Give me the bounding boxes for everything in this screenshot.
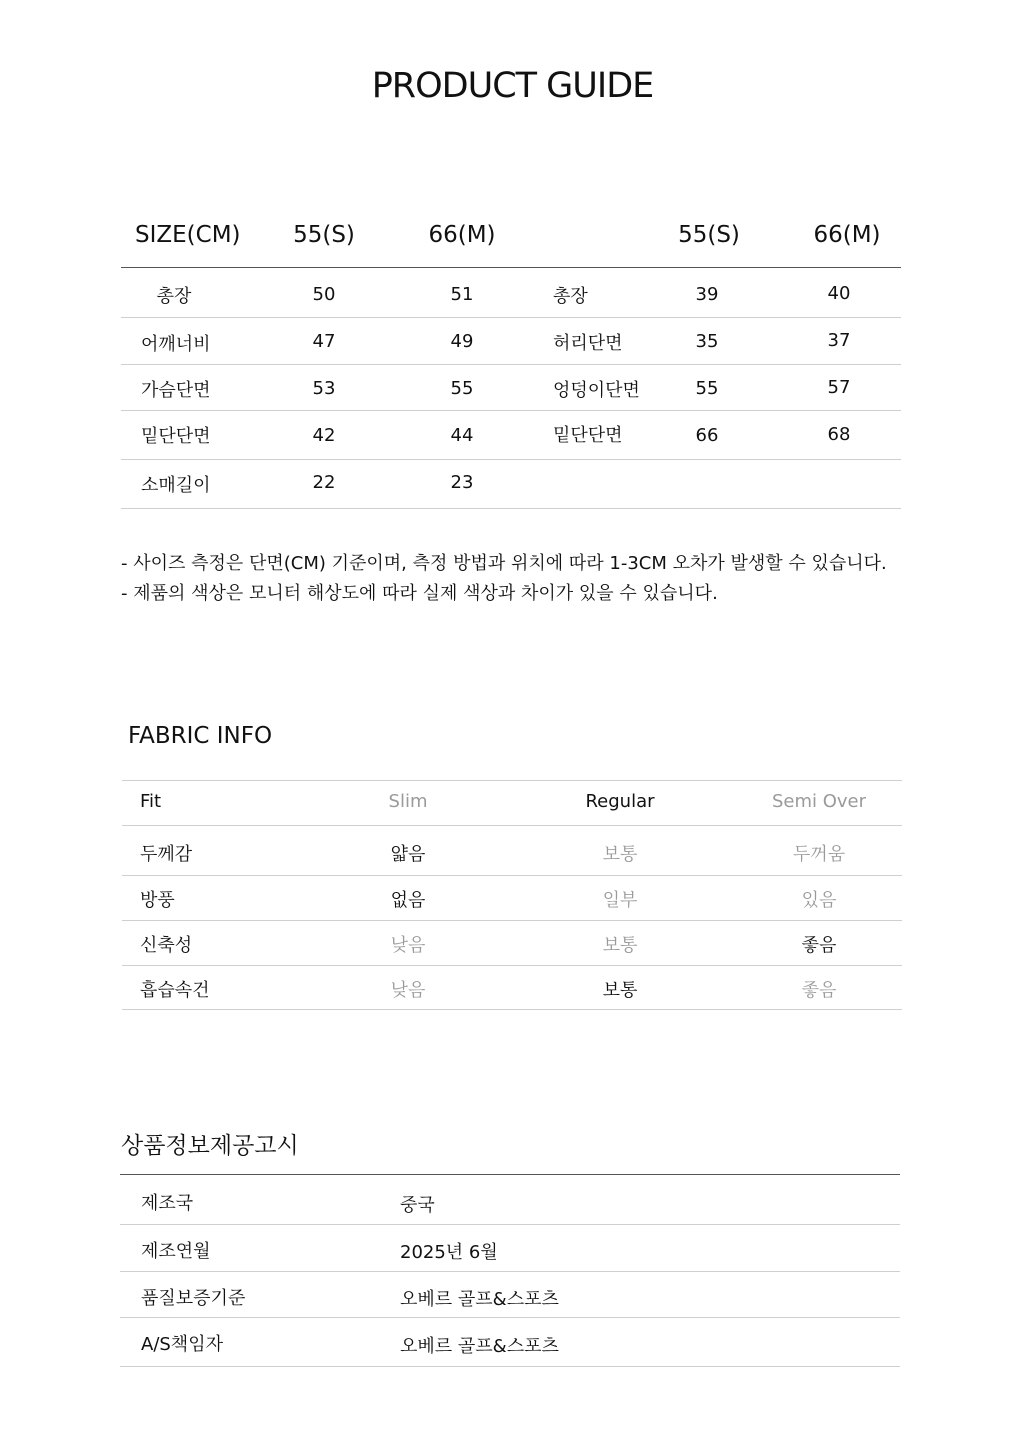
row-divider [122,920,902,921]
notice-row-label: 제조국 [141,1193,194,1214]
fabric-option: 좋음 [801,980,837,1001]
size-row-value: 44 [450,425,474,446]
size-row-label: 엉덩이단면 [553,380,640,401]
notice-row-value: 오베르 골프&스포츠 [400,1336,559,1357]
size-row-label: 소매길이 [141,475,211,496]
size-row-label: 허리단면 [553,333,623,354]
size-header-66m: 66(M) [428,222,496,248]
row-divider [122,1009,902,1010]
row-divider [122,780,902,781]
size-header-label: SIZE(CM) [135,222,241,248]
size-row-value: 23 [450,472,474,493]
size-header-66m-bottom: 66(M) [813,222,881,248]
fabric-row-label: Fit [140,791,162,812]
row-divider [120,1317,900,1318]
fabric-info-title: FABRIC INFO [128,723,273,749]
size-row-value: 49 [450,331,474,352]
size-row-label: 가슴단면 [141,380,211,401]
size-row-label: 총장 [553,286,588,307]
row-divider [120,1224,900,1225]
fabric-option: 보통 [602,980,638,1001]
notice-row-label: 품질보증기준 [141,1288,246,1309]
size-row-value: 66 [695,425,719,446]
notice-row-value: 중국 [400,1195,435,1216]
row-divider [121,508,901,509]
size-row-value: 51 [450,284,474,305]
size-row-value: 53 [312,378,336,399]
size-header-55s: 55(S) [293,222,355,248]
size-row-value: 22 [312,472,336,493]
fabric-option: 얇음 [390,844,426,865]
fabric-option: 낮음 [390,935,426,956]
size-row-label: 총장 [156,286,192,307]
size-row-label: 어깨너비 [141,334,211,355]
fabric-option: 보통 [602,935,638,956]
row-divider [122,875,902,876]
fabric-option: 두꺼움 [792,844,846,865]
fabric-option: 낮음 [390,980,426,1001]
size-row-value: 40 [827,283,851,304]
size-header-55s-bottom: 55(S) [678,222,740,248]
fabric-row-label: 방풍 [140,890,175,911]
notice-row-value: 오베르 골프&스포츠 [400,1289,559,1310]
notice-title: 상품정보제공고시 [121,1133,299,1159]
row-divider [122,965,902,966]
size-row-value: 68 [827,424,851,445]
size-row-value: 39 [695,284,719,305]
size-row-value: 42 [312,425,336,446]
notice-header-divider [120,1174,900,1175]
note-measurement: - 사이즈 측정은 단면(CM) 기준이며, 측정 방법과 위치에 따라 1-3CM 오차가 발생할 수 있습니다. [121,553,887,574]
note-color: - 제품의 색상은 모니터 해상도에 따라 실제 색상과 차이가 있을 수 있습니다. [121,583,718,604]
size-row-value: 55 [695,378,719,399]
notice-row-label: A/S책임자 [141,1334,223,1355]
fabric-option: Regular [585,791,655,812]
size-row-value: 37 [827,330,851,351]
fabric-row-label: 두께감 [140,844,193,865]
row-divider [120,1271,900,1272]
notice-row-value: 2025년 6월 [400,1242,498,1263]
size-row-value: 47 [312,331,336,352]
page-title: PRODUCT GUIDE [371,66,654,106]
fabric-option: 좋음 [801,935,837,956]
row-divider [122,825,902,826]
row-divider [121,364,901,365]
size-row-value: 55 [450,378,474,399]
size-row-value: 57 [827,377,851,398]
size-row-label: 밑단단면 [553,425,623,446]
fabric-option: 보통 [602,844,638,865]
fabric-option: Slim [388,791,428,812]
size-header-divider [121,267,901,268]
fabric-row-label: 신축성 [140,935,193,956]
size-row-value: 35 [695,331,719,352]
fabric-row-label: 흡습속건 [140,980,210,1001]
row-divider [121,410,901,411]
fabric-option: 있음 [801,890,837,911]
row-divider [120,1366,900,1367]
size-row-value: 50 [312,284,336,305]
row-divider [121,317,901,318]
fabric-option: 없음 [390,890,426,911]
fabric-option: 일부 [602,890,638,911]
notice-row-label: 제조연월 [141,1241,211,1262]
fabric-option: Semi Over [771,791,867,812]
row-divider [121,459,901,460]
size-row-label: 밑단단면 [141,426,211,447]
